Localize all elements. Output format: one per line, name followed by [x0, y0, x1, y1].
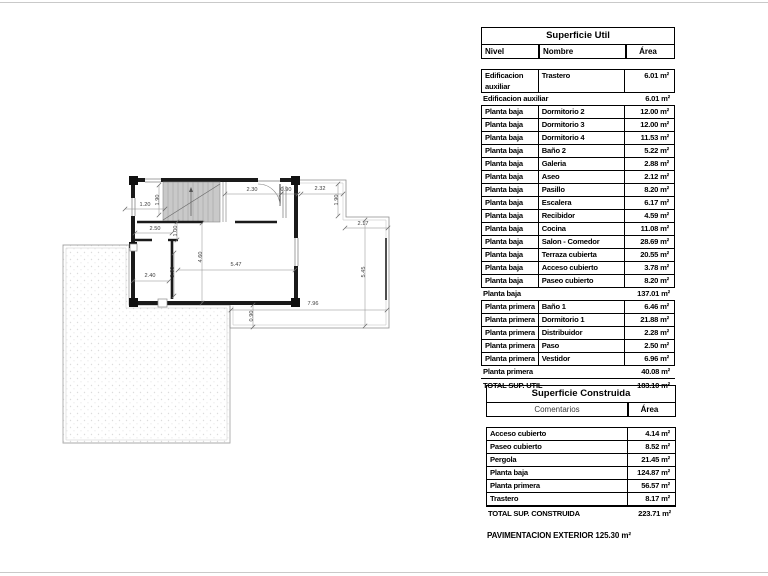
cell-comentario: Pergola [487, 454, 628, 466]
table-row-group [481, 300, 675, 366]
superficie-construida-title: Superficie Construida [531, 388, 631, 399]
table-row [482, 157, 674, 170]
cell-nivel: Planta baja [482, 210, 539, 222]
cell-area: 6.96 m² [644, 354, 669, 363]
cell-area: 6.01 m² [644, 71, 669, 80]
dimension [343, 221, 390, 230]
table-row [482, 196, 674, 209]
table-row [482, 274, 674, 287]
table-row [482, 106, 674, 118]
superficie-util-body [481, 69, 675, 392]
drawing-frame-top-line [0, 2, 768, 3]
cell-area: 3.78 m² [644, 263, 669, 272]
table-row [482, 131, 674, 144]
cell-nombre: Galeria [539, 158, 626, 170]
dimension-label: 2.32 [314, 186, 326, 192]
dimension-label: 2.40 [144, 273, 156, 279]
cell-nivel: Planta baja [482, 197, 539, 209]
cell-nombre: Dormitorio 4 [539, 132, 626, 144]
cell-nombre: Acceso cubierto [539, 262, 626, 274]
summary-label: Planta primera [483, 367, 533, 376]
cell-nombre: Dormitorio 2 [539, 106, 626, 118]
table-row [482, 352, 674, 365]
column-header-nivel: Nivel [482, 45, 539, 58]
cell-nivel: Planta baja [482, 158, 539, 170]
table-row [482, 70, 674, 92]
cell-nivel: Planta baja [482, 223, 539, 235]
dimension-label: 7.96 [307, 301, 319, 307]
cell-nombre: Dormitorio 3 [539, 119, 626, 131]
table-row [482, 301, 674, 313]
cell-area: 6.17 m² [644, 198, 669, 207]
cell-area: 56.57 m² [641, 481, 670, 490]
table-subtotal-row [481, 93, 675, 105]
table-subtotal-row [481, 288, 675, 300]
dimension-label: 2.17 [357, 221, 369, 227]
cell-nombre: Baño 2 [539, 145, 626, 157]
cell-nivel: Planta baja [482, 262, 539, 274]
cell-area: 5.22 m² [644, 146, 669, 155]
cell-nivel: Planta baja [482, 119, 539, 131]
cell-area: 28.69 m² [640, 237, 669, 246]
cell-nivel: Planta primera [482, 327, 539, 339]
summary-area: 137.01 m² [637, 289, 670, 298]
cell-area: 2.12 m² [644, 172, 669, 181]
table-total-row [486, 506, 676, 520]
cell-area: 2.28 m² [644, 328, 669, 337]
summary-area: 223.71 m² [638, 509, 671, 518]
cell-nombre: Trastero [539, 70, 626, 92]
table-row [487, 453, 675, 466]
table-row [487, 479, 675, 492]
summary-label: TOTAL SUP. UTIL [483, 381, 543, 390]
superficie-construida-table [486, 385, 676, 520]
table-row [482, 326, 674, 339]
cell-comentario: Acceso cubierto [487, 428, 628, 440]
dimension [334, 182, 340, 218]
cell-nombre: Cocina [539, 223, 626, 235]
cell-nivel: Planta primera [482, 301, 539, 313]
cell-nombre: Distribuidor [539, 327, 626, 339]
cell-nombre: Aseo [539, 171, 626, 183]
dimension-label: 0.90 [280, 187, 292, 193]
cell-nombre: Terraza cubierta [539, 249, 626, 261]
cell-nivel: Planta baja [482, 171, 539, 183]
table-row [482, 339, 674, 352]
dimension-label: 5.45 [361, 266, 367, 278]
table-row [482, 144, 674, 157]
cell-nivel: Planta baja [482, 184, 539, 196]
cell-nombre: Escalera [539, 197, 626, 209]
table-row [487, 492, 675, 505]
column-header-nombre: Nombre [539, 45, 626, 58]
cell-area: 21.45 m² [641, 455, 670, 464]
table-row [482, 248, 674, 261]
cell-nivel: Planta baja [482, 249, 539, 261]
floor-plan [55, 160, 460, 465]
cell-nivel: Planta primera [482, 314, 539, 326]
cell-comentario: Paseo cubierto [487, 441, 628, 453]
cell-area: 8.17 m² [645, 494, 670, 503]
cell-area: 8.20 m² [644, 276, 669, 285]
table-row [482, 261, 674, 274]
pavimentacion-exterior-note: PAVIMENTACION EXTERIOR 125.30 m² [487, 531, 631, 540]
summary-area: 6.01 m² [645, 94, 670, 103]
dimension-label: 2.50 [149, 226, 161, 232]
cell-nivel: Planta baja [482, 145, 539, 157]
cell-nombre: Dormitorio 1 [539, 314, 626, 326]
cell-nombre: Pasillo [539, 184, 626, 196]
dimension-label: 1.90 [334, 194, 340, 206]
cell-area: 12.00 m² [640, 120, 669, 129]
table-row [487, 440, 675, 453]
table-subtotal-row [481, 366, 675, 378]
cell-nivel: Planta primera [482, 353, 539, 365]
dimension-label: 5.47 [230, 262, 242, 268]
table-row [482, 222, 674, 235]
summary-label: Planta baja [483, 289, 521, 298]
summary-area: 40.08 m² [641, 367, 670, 376]
drawing-frame-bottom-line [0, 572, 768, 573]
table-row [487, 466, 675, 479]
table-row [482, 170, 674, 183]
dimension-label: 4.60 [198, 251, 204, 263]
table-row [487, 428, 675, 440]
dimension-label: 1.90 [155, 194, 161, 206]
cell-area: 12.00 m² [640, 107, 669, 116]
superficie-util-table [481, 27, 675, 392]
column-header-area: Área [626, 45, 674, 58]
cell-comentario: Planta baja [487, 467, 628, 479]
cell-comentario: Trastero [487, 493, 628, 505]
cell-area: 2.88 m² [644, 159, 669, 168]
cell-nivel: Planta baja [482, 236, 539, 248]
summary-label: Edificacion auxiliar [483, 94, 549, 103]
column-header-area2: Área [628, 403, 675, 416]
cell-nombre: Paseo cubierto [539, 275, 626, 287]
cell-nombre: Vestidor [539, 353, 626, 365]
table-row-group [481, 69, 675, 93]
table-row [482, 209, 674, 222]
cell-area: 11.53 m² [640, 133, 669, 142]
cell-nivel: Planta primera [482, 340, 539, 352]
cell-area: 11.08 m² [640, 224, 669, 233]
superficie-construida-body [486, 427, 676, 520]
table-row [482, 118, 674, 131]
cell-nombre: Paso [539, 340, 626, 352]
dimension-label: 2.90 [170, 266, 176, 278]
cell-area: 124.87 m² [637, 468, 670, 477]
dimension-label: 0.90 [249, 310, 255, 322]
cell-nivel: Planta baja [482, 132, 539, 144]
cell-area: 8.20 m² [644, 185, 669, 194]
table-row [482, 313, 674, 326]
cell-area: 6.46 m² [644, 302, 669, 311]
table-row-group [481, 105, 675, 288]
summary-area: 183.10 m² [637, 381, 670, 390]
cell-area: 2.50 m² [644, 341, 669, 350]
superficie-construida-header [486, 385, 676, 417]
cell-area: 4.59 m² [644, 211, 669, 220]
superficie-util-header [481, 27, 675, 59]
cell-comentario: Planta primera [487, 480, 628, 492]
cell-area: 8.52 m² [645, 442, 670, 451]
summary-label: TOTAL SUP. CONSTRUIDA [488, 509, 580, 518]
cell-area: 4.14 m² [645, 429, 670, 438]
column-header-comentarios: Comentarios [487, 403, 628, 416]
staircase [163, 182, 226, 222]
cell-nombre: Recibidor [539, 210, 626, 222]
cell-nombre: Salon - Comedor [539, 236, 626, 248]
cell-area: 20.55 m² [640, 250, 669, 259]
cell-area: 21.88 m² [640, 315, 669, 324]
table-row [482, 235, 674, 248]
dimension-label: 1.00 [173, 225, 179, 237]
dimension [361, 218, 367, 328]
superficie-util-title: Superficie Util [546, 30, 610, 41]
cell-nivel: Planta baja [482, 275, 539, 287]
cell-nombre: Baño 1 [539, 301, 626, 313]
table-row [482, 183, 674, 196]
cell-nivel: Planta baja [482, 106, 539, 118]
cell-nivel: Edificacion auxiliar [482, 70, 539, 92]
table-row-group [486, 427, 676, 506]
dimension-label: 2.30 [246, 187, 258, 193]
dimension-label: 1.20 [139, 202, 151, 208]
